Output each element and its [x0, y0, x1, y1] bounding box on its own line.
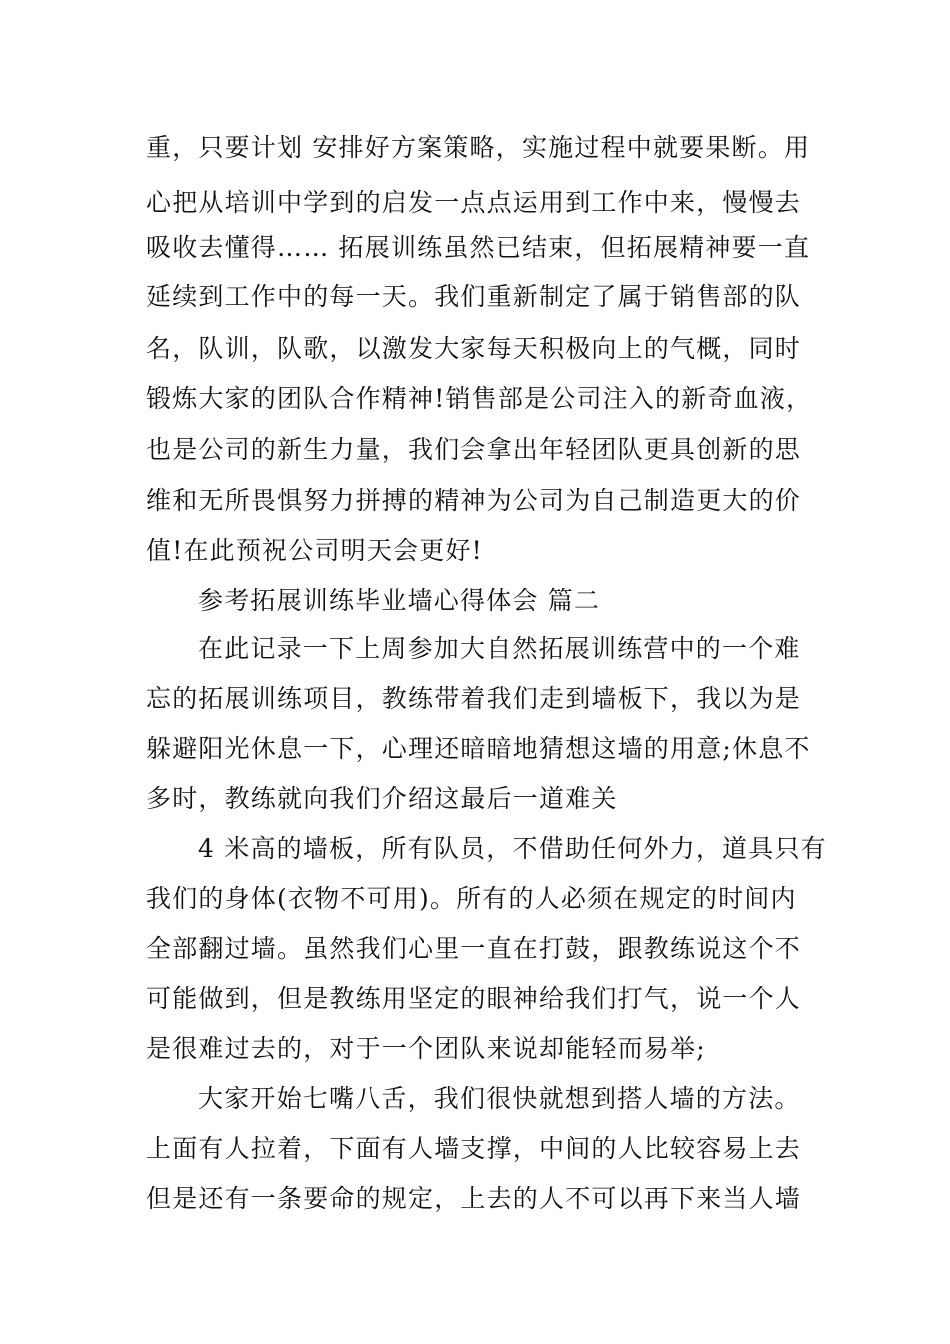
text-line-21: 上面有人拉着，下面有人墙支撑，中间的人比较容易上去: [146, 1134, 802, 1163]
text-line-8: 维和无所畏惧努力拼搏的精神为公司为自己制造更大的价: [146, 486, 802, 515]
text-line-22: 但是还有一条要命的规定，上去的人不可以再下来当人墙: [146, 1184, 802, 1213]
text-line-1: 重，只要计划 安排好方案策略，实施过程中就要果断。用: [146, 133, 811, 162]
text-line-9: 值!在此预祝公司明天会更好!: [146, 536, 483, 565]
text-line-15: 4 米高的墙板，所有队员，不借助任何外力，道具只有: [198, 834, 827, 863]
text-line-6: 锻炼大家的团队合作精神!销售部是公司注入的新奇血液，: [146, 384, 813, 413]
text-line-17: 全部翻过墙。虽然我们心里一直在打鼓，跟教练说这个不: [146, 934, 802, 963]
text-line-4: 延续到工作中的每一天。我们重新制定了属于销售部的队: [146, 282, 802, 311]
text-line-20: 大家开始七嘴八舌，我们很快就想到搭人墙的方法。: [198, 1084, 801, 1113]
text-line-14: 多时，教练就向我们介绍这最后一道难关: [146, 784, 618, 813]
text-line-19: 是很难过去的，对于一个团队来说却能轻而易举;: [146, 1034, 706, 1063]
text-line-5: 名，队训，队歌，以激发大家每天积极向上的气概，同时: [146, 334, 802, 363]
section-heading: 参考拓展训练毕业墙心得体会 篇二: [198, 586, 601, 615]
text-line-11: 在此记录一下上周参加大自然拓展训练营中的一个难: [198, 634, 801, 663]
text-line-12: 忘的拓展训练项目，教练带着我们走到墙板下，我以为是: [146, 684, 802, 713]
text-line-13: 躲避阳光休息一下，心理还暗暗地猜想这墙的用意;休息不: [146, 734, 811, 763]
text-line-3: 吸收去懂得…… 拓展训练虽然已结束，但拓展精神要一直: [146, 233, 811, 262]
text-line-18: 可能做到，但是教练用坚定的眼神给我们打气，说一个人: [146, 984, 802, 1013]
text-line-16: 我们的身体(衣物不可用)。所有的人必须在规定的时间内: [146, 884, 797, 913]
text-line-2: 心把从培训中学到的启发一点点运用到工作中来，慢慢去: [146, 188, 802, 217]
text-line-7: 也是公司的新生力量，我们会拿出年轻团队更具创新的思: [146, 435, 802, 464]
